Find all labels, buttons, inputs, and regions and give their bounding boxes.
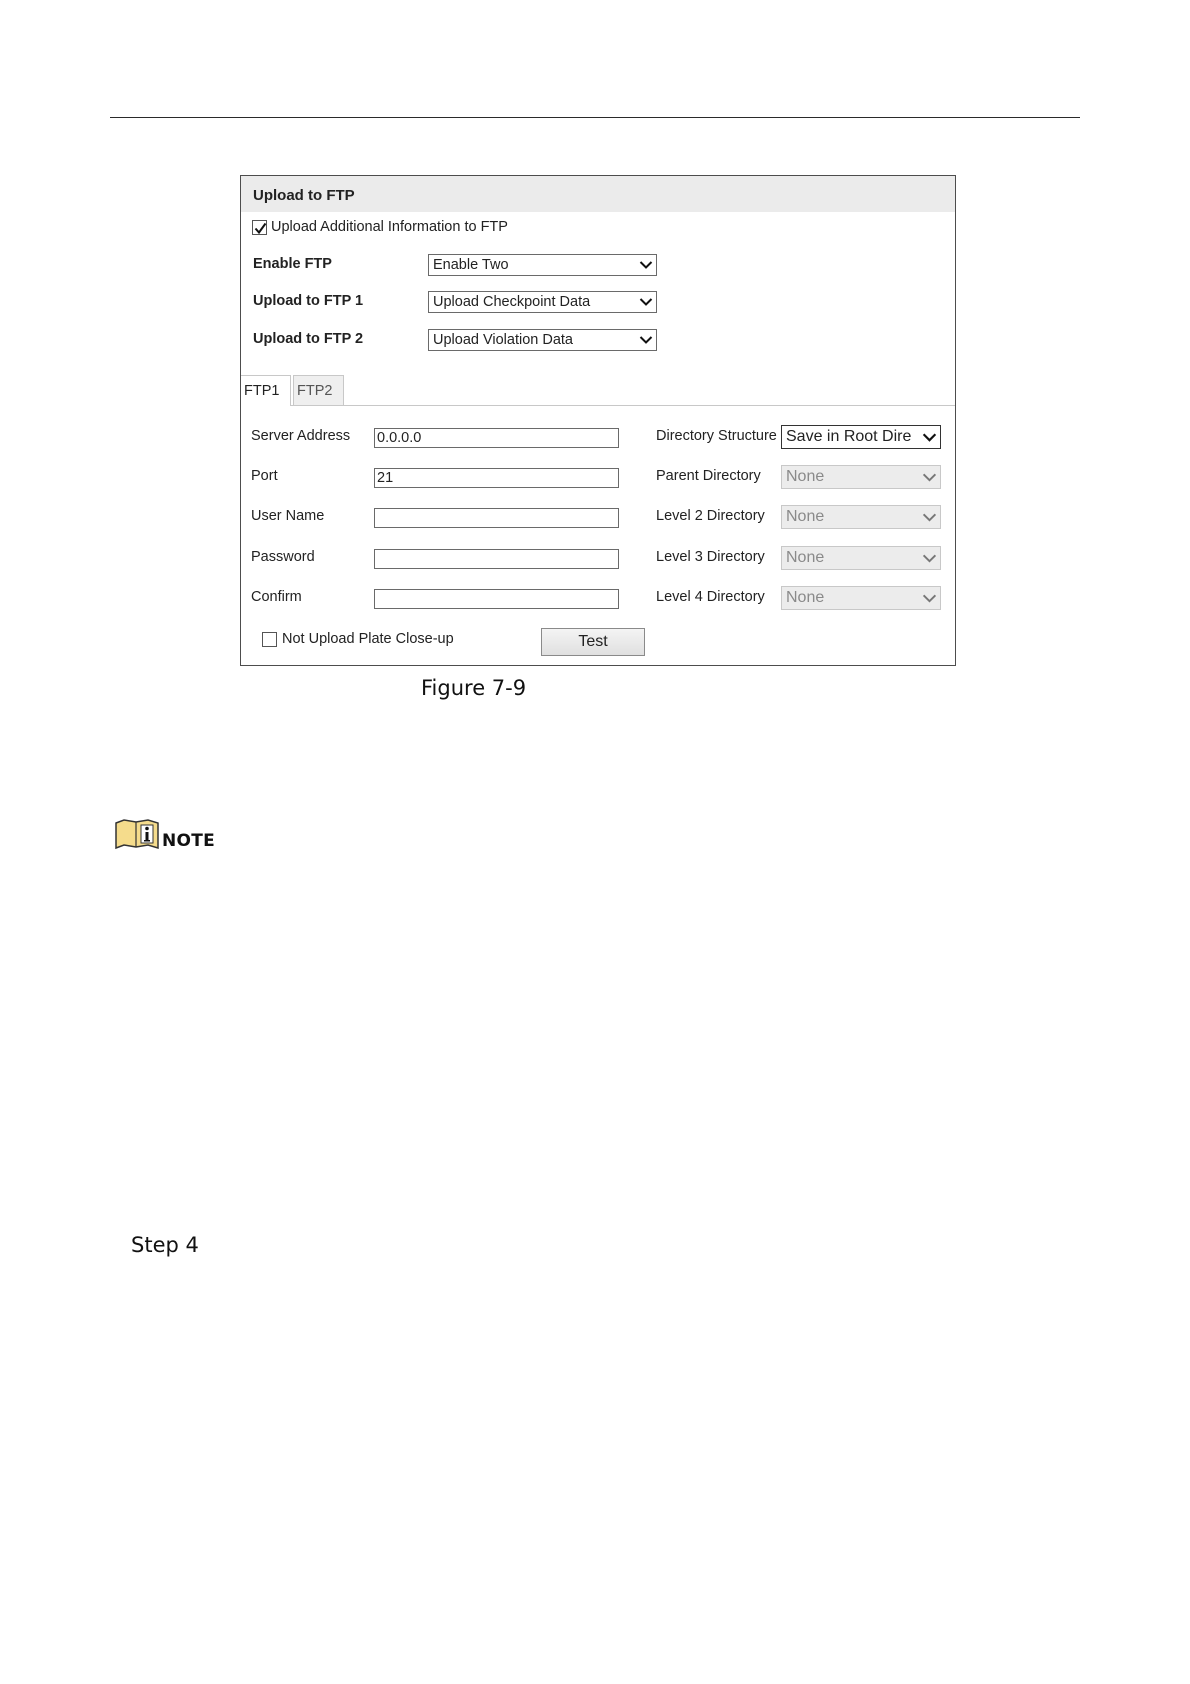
chevron-down-icon — [639, 258, 653, 272]
chevron-down-icon — [639, 333, 653, 347]
upload-ftp1-value: Upload Checkpoint Data — [433, 294, 591, 310]
step-label: Step 4 — [131, 1233, 199, 1257]
level3-directory-label: Level 3 Directory — [656, 549, 765, 565]
enable-ftp-label: Enable FTP — [253, 256, 332, 272]
info-book-icon — [114, 818, 160, 852]
check-icon — [253, 221, 268, 236]
upload-ftp2-label: Upload to FTP 2 — [253, 331, 364, 347]
parent-directory-label: Parent Directory — [656, 468, 761, 484]
panel-header — [241, 176, 955, 212]
level4-directory-value: None — [786, 589, 825, 606]
upload-additional-label: Upload Additional Information to FTP — [271, 219, 508, 235]
level4-directory-select[interactable] — [781, 586, 941, 610]
upload-additional-checkbox[interactable] — [252, 220, 267, 235]
figure-caption: Figure 7-9 — [421, 676, 527, 700]
tab-ftp2[interactable]: FTP2 — [293, 375, 344, 405]
note-label: NOTE — [162, 831, 216, 851]
upload-ftp1-select[interactable] — [428, 291, 657, 313]
password-input[interactable] — [374, 549, 619, 569]
header-rule — [110, 117, 1080, 118]
upload-ftp2-value: Upload Violation Data — [433, 332, 573, 348]
tab-ftp1[interactable]: FTP1 — [241, 375, 291, 406]
directory-structure-label: Directory Structure — [656, 428, 777, 444]
parent-directory-select[interactable] — [781, 465, 941, 489]
not-upload-plate-checkbox[interactable] — [262, 632, 277, 647]
upload-ftp1-label: Upload to FTP 1 — [253, 293, 364, 309]
confirm-input[interactable] — [374, 589, 619, 609]
password-label: Password — [251, 549, 315, 565]
not-upload-plate-label: Not Upload Plate Close-up — [282, 631, 454, 647]
confirm-label: Confirm — [251, 589, 302, 605]
enable-ftp-select[interactable] — [428, 254, 657, 276]
user-name-input[interactable] — [374, 508, 619, 528]
level2-directory-select[interactable] — [781, 505, 941, 529]
level3-directory-value: None — [786, 549, 825, 566]
level2-directory-value: None — [786, 508, 825, 525]
upload-ftp2-select[interactable] — [428, 329, 657, 351]
chevron-down-icon — [922, 430, 937, 445]
server-address-label: Server Address — [251, 428, 351, 444]
enable-ftp-value: Enable Two — [433, 257, 509, 273]
directory-structure-value: Save in Root Dire — [786, 428, 912, 445]
chevron-down-icon — [922, 510, 937, 525]
directory-structure-select[interactable] — [781, 425, 941, 449]
test-button[interactable]: Test — [541, 628, 645, 656]
port-input[interactable]: 21 — [374, 468, 619, 488]
chevron-down-icon — [922, 470, 937, 485]
level4-directory-label: Level 4 Directory — [656, 589, 765, 605]
level3-directory-select[interactable] — [781, 546, 941, 570]
chevron-down-icon — [639, 295, 653, 309]
parent-directory-value: None — [786, 468, 825, 485]
upload-to-ftp-panel — [240, 175, 956, 666]
note-callout — [114, 818, 214, 852]
chevron-down-icon — [922, 591, 937, 606]
port-label: Port — [251, 468, 278, 484]
chevron-down-icon — [922, 551, 937, 566]
user-name-label: User Name — [251, 508, 325, 524]
panel-title: Upload to FTP — [253, 187, 355, 204]
tabs-divider — [241, 405, 955, 406]
level2-directory-label: Level 2 Directory — [656, 508, 765, 524]
server-address-input[interactable]: 0.0.0.0 — [374, 428, 619, 448]
